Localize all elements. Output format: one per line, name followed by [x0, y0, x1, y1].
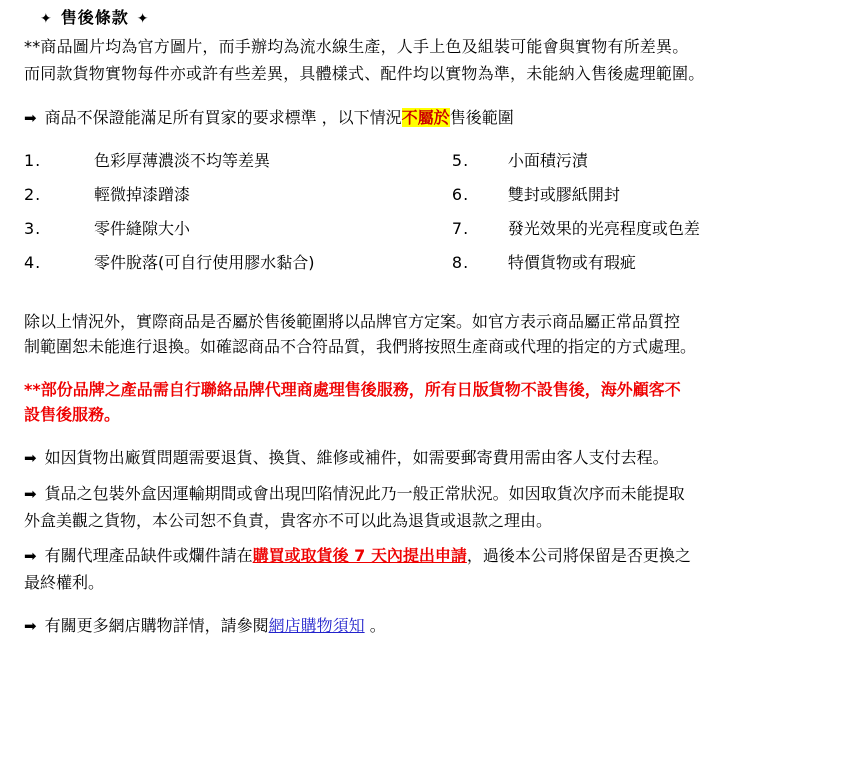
list-item-number: 6.	[451, 184, 470, 204]
note-2	[24, 482, 850, 507]
list-item-label: 零件脫落(可自行使用膠水黏合)	[94, 252, 315, 272]
list-item-number: 8.	[451, 252, 470, 272]
list-item-label: 特價貨物或有瑕疵	[507, 252, 636, 272]
list-item	[452, 149, 850, 174]
list-item	[452, 183, 850, 208]
arrow-icon: ➡	[24, 546, 37, 565]
note-3-text-after: ，過後本公司將保留是否更換之	[466, 545, 691, 565]
list-item-label: 輕微掉漆蹭漆	[94, 184, 191, 204]
note-4	[24, 614, 850, 639]
warning-line-1: **部份品牌之產品需自行聯絡品牌代理商處理售後服務，所有日版貨物不設售後，海外顧客不	[24, 379, 681, 399]
page-title-text: 售後條款	[60, 8, 129, 27]
list-item	[24, 183, 452, 208]
list-item-label: 小面積污漬	[507, 151, 588, 171]
note-3	[24, 544, 850, 569]
note-3-emphasis: 購買或取貨後 7 天內提出申請	[252, 545, 467, 565]
list-item-number: 7.	[451, 218, 470, 238]
list-item-label: 發光效果的光亮程度或色差	[507, 218, 700, 238]
scope-line-after: 售後範圍	[449, 108, 514, 128]
note-3-text-before: 有關代理產品缺件或爛件請在	[44, 545, 253, 565]
exclusion-column-right	[452, 149, 850, 284]
list-item	[24, 149, 452, 174]
list-item	[24, 217, 452, 242]
list-item	[452, 251, 850, 276]
list-item-number: 3.	[24, 218, 42, 238]
arrow-icon: ➡	[24, 616, 37, 635]
list-item-label: 色彩厚薄濃淡不均等差異	[94, 151, 271, 171]
list-item-label: 零件縫隙大小	[94, 218, 191, 238]
list-item-number: 1.	[24, 151, 42, 171]
warning-line-2: 設售後服務。	[24, 404, 121, 424]
list-item-number: 5.	[451, 151, 470, 171]
scope-line-before: 商品不保證能滿足所有買家的要求標準 ，以下情況	[44, 108, 402, 128]
arrow-icon: ➡	[24, 448, 37, 467]
note-3-continuation: 最終權利。	[24, 572, 105, 592]
intro-line-2: 而同款貨物實物每件亦或許有些差異，具體樣式、配件均以實物為準，未能納入售後處理範圍。	[24, 63, 705, 83]
page-title	[32, 6, 850, 31]
list-item	[452, 217, 850, 242]
list-item	[24, 251, 452, 276]
diamond-icon-left: ✦	[40, 11, 53, 27]
exclusion-column-left	[24, 149, 452, 284]
note-1-text: 如因貨物出廠質問題需要退貨、換貨、維修或補件，如需要郵寄費用需由客人支付去程。	[44, 447, 669, 467]
list-item-label: 雙封或膠紙開封	[507, 184, 620, 204]
list-item-number: 2.	[24, 184, 42, 204]
scope-line	[24, 106, 850, 131]
scope-highlight: 不屬於	[401, 108, 450, 128]
note-2-continuation: 外盒美觀之貨物，本公司恕不負責，貴客亦不可以此為退貨或退款之理由。	[24, 511, 553, 531]
note-1	[24, 446, 850, 471]
arrow-icon: ➡	[24, 485, 37, 504]
note-2-text: 貨品之包裝外盒因運輸期間或會出現凹陷情況此乃一般正常狀況。如因取貨次序而未能提取	[44, 484, 685, 504]
diamond-icon-right: ✦	[136, 11, 150, 27]
body-line-1: 除以上情況外，實際商品是否屬於售後範圍將以品牌官方定案。如官方表示商品屬正常品質控	[24, 312, 681, 332]
note-4-text-before: 有關更多網店購物詳情，請參閱	[44, 615, 269, 635]
exclusion-lists	[24, 149, 850, 284]
shopping-guide-link[interactable]: 網店購物須知	[268, 615, 365, 635]
intro-line-1: **商品圖片均為官方圖片，而手辦均為流水線生產，人手上色及組裝可能會與實物有所差異。	[24, 36, 689, 56]
list-item-number: 4.	[24, 252, 42, 272]
body-line-2: 制範圍恕未能進行退換。如確認商品不合符品質，我們將按照生產商或代理的指定的方式處理。	[24, 337, 697, 357]
note-4-text-after: 。	[364, 615, 386, 635]
arrow-icon: ➡	[24, 109, 37, 128]
